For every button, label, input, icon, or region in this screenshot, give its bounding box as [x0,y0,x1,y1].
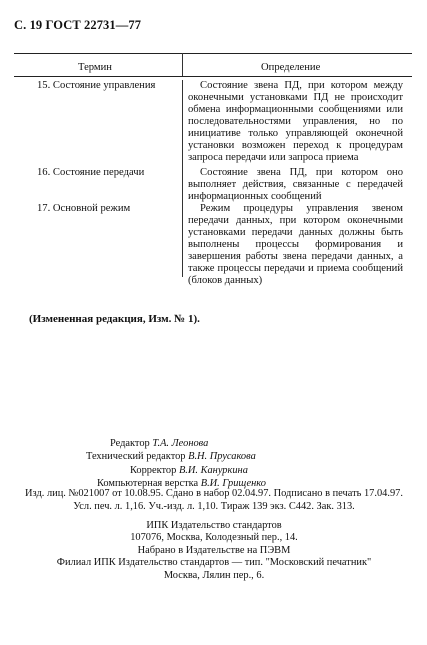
credit-technical-editor [84,450,390,463]
imprint-line: Усл. печ. л. 1,16. Уч.-изд. л. 1,10. Тираж 139 экз. С442. Зак. 313. [73,501,355,512]
page-header: С. 19 ГОСТ 22731—77 [14,18,142,32]
definition-15: Состояние звена ПД, при котором между оконечными установками ПД не происходит обмена информационными сообщениями или последовательностями управления, но по инициативе только управляющей оконечной установки возможен переход к процедурам запроса передачи или запроса приема [188,80,403,163]
edition-note: (Измененная редакция, Изм. № 1). [29,313,200,325]
credit-role: Корректор [130,464,177,476]
publisher-address: 107076, Москва, Колодезный пер., 14. [130,532,298,544]
printing-address: Москва, Лялин пер., 6. [163,569,265,581]
typeset-note: Набрано в Издательстве на ПЭВМ [137,544,291,556]
definition-17: Режим процедуры управления звеном передачи данных, при котором оконечными установками передачи данных должны быть выполнены процессы формирования и завершения работы звена передачи данных, а также процессы передачи и приема сообщений (блоков данных) [188,203,403,286]
column-header-definition: Определение [261,62,321,73]
table-header-divider [182,53,183,76]
publisher-block [14,520,414,582]
credit-name: В.И. Грищенко [200,478,266,490]
column-header-term: Термин [78,62,112,73]
table-top-rule [14,53,412,54]
term-16: 16. Состояние передачи [37,167,145,178]
publisher-name: ИПК Издательство стандартов [146,520,282,531]
credit-name: В.И. Кануркина [178,464,248,476]
credit-role: Редактор [110,438,150,449]
credit-proofreader [110,464,390,477]
imprint-line: Изд. лиц. №021007 от 10.08.95. Сдано в набор 02.04.97. Подписано в печать 17.04.97. [25,488,403,499]
credit-name: В.Н. Прусакова [188,451,256,463]
table-header-rule [14,76,412,77]
printing-house: Филиал ИПК Издательство стандартов — тип. "Московский печатник" [56,557,372,569]
credit-editor [110,437,390,450]
definition-16: Состояние звена ПД, при котором оно выполняет действия, связанные с передачей информационных сообщений [188,167,403,202]
credit-role: Технический редактор [86,451,186,463]
credits-block [86,437,390,491]
imprint-block [14,487,414,513]
credit-name: Т.А. Леонова [152,438,209,449]
term-17: 17. Основной режим [37,203,131,214]
table-column-divider [182,80,183,277]
credit-role: Компьютерная верстка [97,478,199,490]
term-15: 15. Состояние управления [37,80,156,91]
